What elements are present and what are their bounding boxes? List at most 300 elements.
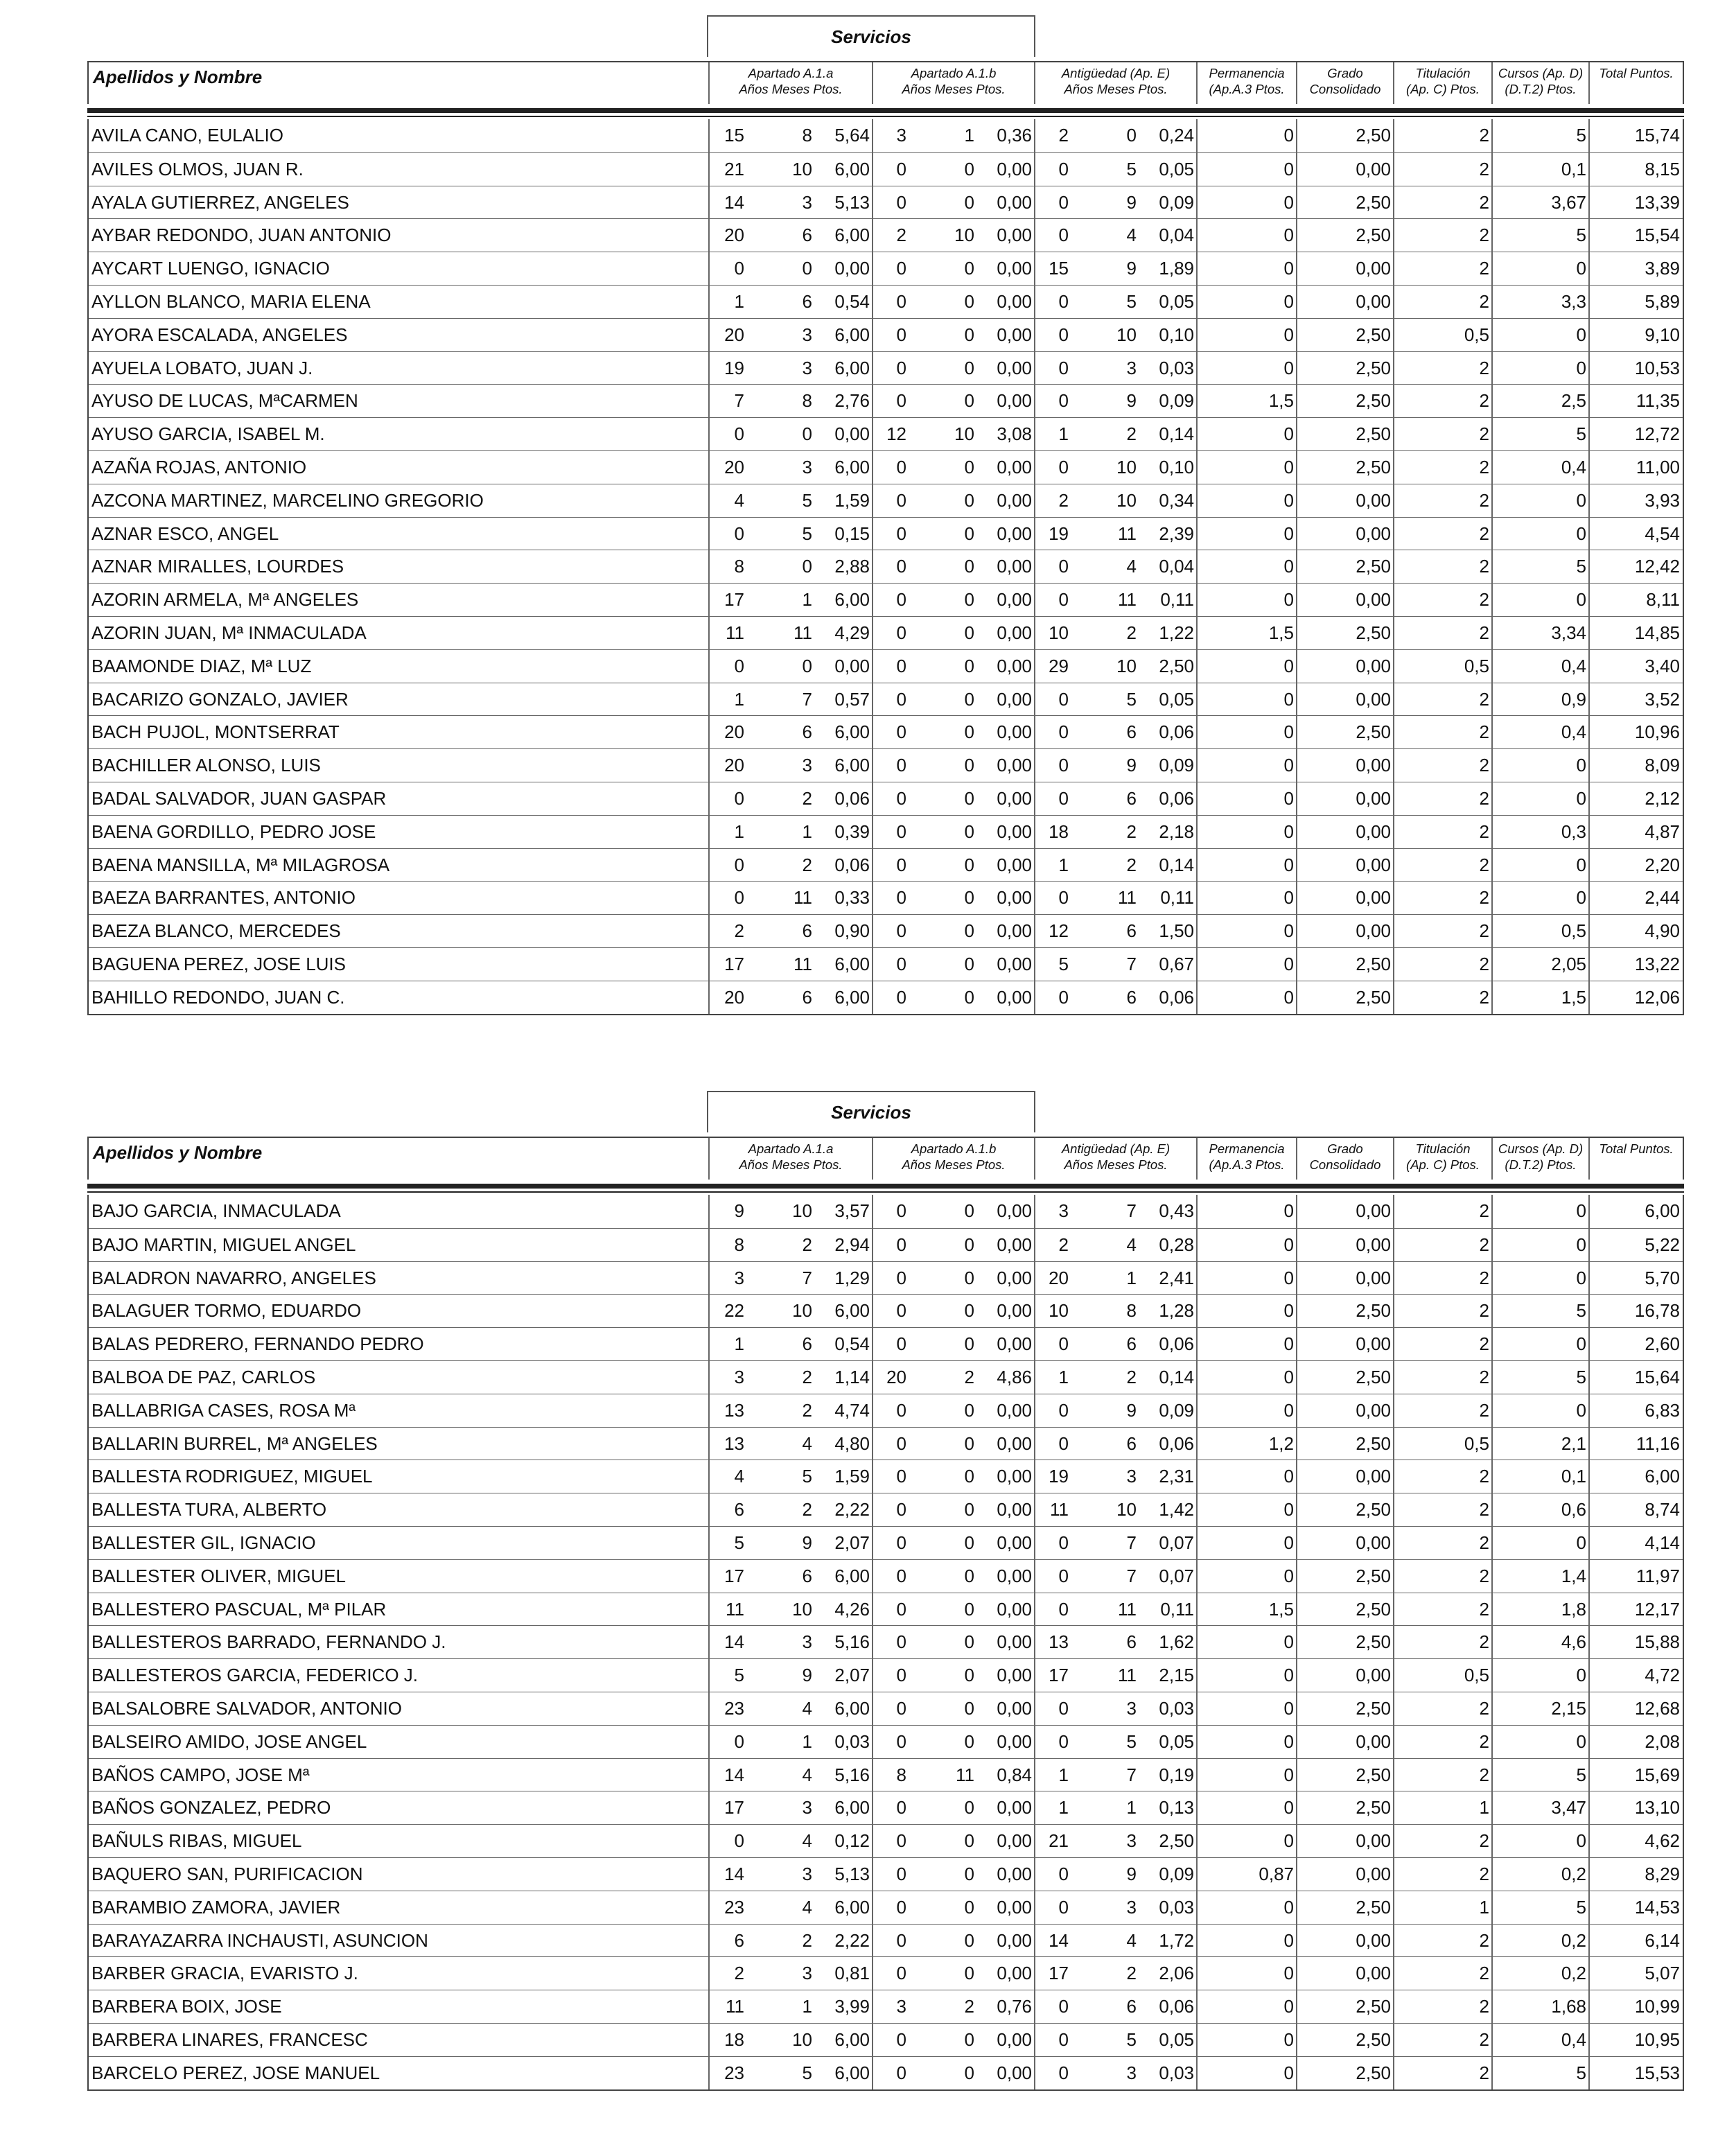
column-divider [1491,1560,1493,1593]
cell-a1a-meses: 4 [802,1764,812,1785]
cell-a1a-anos: 0 [734,854,744,875]
cell-a1a-anos: 0 [734,887,744,909]
a1b-header-line2: Años Meses Ptos. [902,82,1006,96]
column-divider [1588,484,1590,517]
column-divider [1491,1229,1493,1261]
cell-grado: 0,00 [1356,1234,1391,1255]
person-name: BAENA MANSILLA, Mª MILAGROSA [91,854,390,875]
column-divider [1491,782,1493,815]
cell-grado: 2,50 [1356,1366,1391,1387]
table-row [89,748,1683,782]
cell-total: 6,00 [1645,1466,1680,1487]
cell-a1b-ptos: 0,00 [997,1532,1032,1553]
grado-header-line2: Consolidado [1309,1157,1381,1172]
cell-antig-ptos: 1,50 [1159,920,1194,942]
cell-cursos: 0 [1576,489,1586,511]
cell-antig-ptos: 0,14 [1159,1366,1194,1387]
cell-titulacion: 2 [1479,523,1489,544]
cell-total: 12,17 [1634,1598,1680,1620]
column-divider [1588,1560,1590,1593]
cell-a1b-meses: 2 [964,1996,974,2017]
cell-a1a-anos: 0 [734,787,744,809]
cell-a1b-ptos: 0,00 [997,1234,1032,1255]
table-row [89,1195,1683,1228]
cell-a1b-meses: 0 [964,1234,974,1255]
cell-antig-anos: 0 [1058,1532,1069,1553]
cell-a1a-ptos: 0,12 [834,1830,870,1852]
cell-antig-anos: 0 [1058,1399,1069,1421]
cell-a1a-meses: 2 [802,1399,812,1421]
column-divider [1196,716,1198,748]
column-divider [1296,1692,1297,1725]
cell-a1a-meses: 6 [802,1333,812,1355]
cell-permanencia: 0 [1283,721,1294,743]
person-name: BAÑOS GONZALEZ, PEDRO [91,1797,331,1818]
cell-a1b-meses: 0 [964,920,974,942]
person-name: AYCART LUENGO, IGNACIO [91,258,330,279]
cell-grado: 0,00 [1356,1863,1391,1884]
person-name: BAEZA BLANCO, MERCEDES [91,920,341,942]
cell-a1a-ptos: 6,00 [834,2062,870,2083]
cell-a1b-ptos: 0,00 [997,854,1032,875]
cell-a1b-meses: 0 [964,1863,974,1884]
table-row [89,1990,1683,2023]
cell-titulacion: 2 [1479,1300,1489,1322]
antiguedad-header [1034,62,1196,104]
cell-grado: 2,50 [1356,423,1391,445]
column-divider [1393,1925,1394,1957]
cell-a1a-ptos: 6,00 [834,721,870,743]
cell-a1b-anos: 0 [896,191,906,213]
column-divider [1393,1527,1394,1559]
column-header-row [87,61,1684,104]
column-divider [1588,1726,1590,1758]
cell-a1b-anos: 0 [896,1665,906,1686]
cell-total: 3,40 [1645,655,1680,676]
cell-a1b-meses: 0 [964,1333,974,1355]
cell-permanencia: 0 [1283,290,1294,312]
cell-a1b-ptos: 0,00 [997,158,1032,179]
cell-a1a-ptos: 0,06 [834,854,870,875]
cell-antig-meses: 1 [1126,1267,1137,1288]
column-divider [1196,484,1198,517]
grado-header [1296,1138,1393,1180]
person-name: BALAGUER TORMO, EDUARDO [91,1300,362,1322]
column-divider [1491,1361,1493,1394]
cell-antig-anos: 29 [1049,655,1069,676]
cell-a1a-ptos: 2,07 [834,1665,870,1686]
cell-total: 13,22 [1634,953,1680,974]
column-divider [1491,153,1493,186]
cell-antig-anos: 0 [1058,1863,1069,1884]
cell-antig-anos: 20 [1049,1267,1069,1288]
cell-total: 4,72 [1645,1665,1680,1686]
column-divider [1196,119,1198,152]
cell-permanencia: 0 [1283,1234,1294,1255]
cell-a1b-meses: 0 [964,986,974,1008]
column-divider [1491,1493,1493,1526]
cell-antig-anos: 17 [1049,1665,1069,1686]
cell-a1b-ptos: 0,00 [997,622,1032,643]
person-name: BALLARIN BURREL, Mª ANGELES [91,1432,378,1454]
cell-antig-meses: 5 [1126,158,1137,179]
cell-antig-meses: 2 [1126,854,1137,875]
cell-a1a-meses: 1 [802,1996,812,2017]
cell-a1a-meses: 3 [802,1963,812,1984]
cell-antig-meses: 0 [1126,125,1137,146]
cell-a1b-meses: 0 [964,622,974,643]
cell-a1b-anos: 0 [896,821,906,842]
cell-grado: 0,00 [1356,1399,1391,1421]
cell-antig-meses: 10 [1116,456,1137,477]
column-divider [1588,1262,1590,1295]
cell-a1a-meses: 1 [802,589,812,611]
cell-antig-meses: 3 [1126,1896,1137,1918]
column-divider [1491,418,1493,450]
cell-grado: 0,00 [1356,1730,1391,1752]
cell-a1b-anos: 0 [896,290,906,312]
cell-antig-meses: 11 [1118,523,1137,544]
column-divider [1393,1195,1394,1228]
cell-a1b-meses: 0 [964,589,974,611]
total-header-line1: Total Puntos. [1599,66,1674,80]
column-divider [1196,782,1198,815]
cell-permanencia: 0 [1283,1366,1294,1387]
cell-permanencia: 0 [1283,1697,1294,1719]
cell-antig-ptos: 0,06 [1159,1333,1194,1355]
cell-a1a-ptos: 2,22 [834,1499,870,1520]
column-divider [1196,319,1198,351]
cell-a1b-meses: 10 [954,225,974,246]
cell-antig-meses: 9 [1126,390,1137,412]
column-divider [1196,1262,1198,1295]
column-divider [1491,1460,1493,1493]
person-name: BAAMONDE DIAZ, Mª LUZ [91,655,312,676]
header-rule-thin [87,1191,1684,1193]
table-row [89,218,1683,252]
column-divider [1296,1262,1297,1295]
cell-a1a-meses: 10 [792,1598,812,1620]
column-divider [1296,584,1297,616]
cell-antig-meses: 11 [1118,589,1137,611]
cell-cursos: 0,2 [1561,1963,1586,1984]
cell-a1b-ptos: 0,00 [997,986,1032,1008]
cell-cursos: 2,5 [1561,390,1586,412]
cell-permanencia: 0 [1283,1963,1294,1984]
cell-permanencia: 0 [1283,324,1294,345]
column-divider [1393,2057,1394,2089]
cell-a1a-meses: 10 [792,158,812,179]
cell-titulacion: 2 [1479,2028,1489,2050]
cell-a1a-anos: 20 [724,755,744,776]
cell-a1b-ptos: 0,00 [997,1200,1032,1221]
cell-total: 12,72 [1634,423,1680,445]
column-divider [1588,948,1590,981]
cell-permanencia: 1,5 [1268,1598,1294,1620]
cell-a1b-anos: 0 [896,1565,906,1586]
column-divider [1196,915,1198,947]
column-divider [1296,550,1297,583]
a1a-header [708,1138,872,1180]
cell-total: 3,52 [1645,688,1680,710]
column-divider [1196,518,1198,550]
table-row [89,1625,1683,1658]
cell-a1b-meses: 0 [964,688,974,710]
column-divider [1296,352,1297,385]
cell-antig-ptos: 2,15 [1159,1665,1194,1686]
cell-antig-ptos: 0,14 [1159,423,1194,445]
column-divider [1296,749,1297,782]
cell-a1b-meses: 0 [964,1598,974,1620]
cell-antig-meses: 3 [1126,357,1137,378]
cell-a1b-anos: 0 [896,655,906,676]
column-divider [1393,650,1394,683]
table-row [89,285,1683,318]
cell-permanencia: 0 [1283,1399,1294,1421]
cell-a1a-meses: 6 [802,290,812,312]
cell-antig-ptos: 0,05 [1159,1730,1194,1752]
column-divider [1588,252,1590,285]
cell-titulacion: 2 [1479,854,1489,875]
cell-a1b-ptos: 0,00 [997,1830,1032,1852]
cell-a1a-meses: 3 [802,1797,812,1818]
cell-total: 2,20 [1645,854,1680,875]
cell-antig-anos: 0 [1058,1565,1069,1586]
column-divider [1196,352,1198,385]
cell-a1a-ptos: 6,00 [834,1896,870,1918]
cell-a1a-ptos: 0,54 [834,1333,870,1355]
cell-a1b-ptos: 0,00 [997,1598,1032,1620]
cell-a1b-anos: 0 [896,489,906,511]
cell-total: 11,35 [1636,390,1680,412]
table-row [89,484,1683,517]
cell-cursos: 4,6 [1561,1631,1586,1653]
table-row [89,1228,1683,1261]
cell-titulacion: 2 [1479,1730,1489,1752]
cell-cursos: 3,67 [1551,191,1586,213]
column-divider [1588,1361,1590,1394]
cell-total: 11,16 [1636,1432,1680,1454]
column-divider [1491,1825,1493,1857]
cell-permanencia: 0 [1283,589,1294,611]
column-divider [1393,1493,1394,1526]
cell-grado: 0,00 [1356,755,1391,776]
cell-antig-meses: 7 [1126,1200,1137,1221]
cell-a1a-meses: 6 [802,721,812,743]
cell-a1a-ptos: 6,00 [834,225,870,246]
column-divider [1296,2024,1297,2056]
column-divider [1588,683,1590,716]
column-divider [1296,119,1297,152]
cell-titulacion: 2 [1479,1963,1489,1984]
cell-antig-anos: 19 [1049,523,1069,544]
cell-grado: 0,00 [1356,688,1391,710]
cell-permanencia: 0 [1283,920,1294,942]
cell-titulacion: 2 [1479,589,1489,611]
column-divider [1588,319,1590,351]
cell-cursos: 2,05 [1551,953,1586,974]
cursos-header [1491,62,1588,104]
cell-antig-meses: 9 [1126,258,1137,279]
cell-grado: 0,00 [1356,1830,1391,1852]
cell-a1a-ptos: 3,57 [834,1200,870,1221]
column-divider [1588,119,1590,152]
cell-a1a-ptos: 2,94 [834,1234,870,1255]
cell-a1b-anos: 0 [896,1797,906,1818]
cell-a1a-ptos: 4,80 [834,1432,870,1454]
cell-cursos: 0 [1576,324,1586,345]
cell-a1b-anos: 0 [896,986,906,1008]
cell-a1a-ptos: 4,29 [834,622,870,643]
cell-titulacion: 2 [1479,258,1489,279]
person-name: BARBER GRACIA, EVARISTO J. [91,1963,358,1984]
cell-a1b-meses: 0 [964,1399,974,1421]
cell-grado: 2,50 [1356,1499,1391,1520]
cell-antig-anos: 0 [1058,688,1069,710]
cell-antig-ptos: 2,50 [1159,1830,1194,1852]
cell-a1a-ptos: 4,26 [834,1598,870,1620]
cell-a1a-anos: 0 [734,655,744,676]
column-divider [1588,1593,1590,1626]
column-divider [1491,1957,1493,1990]
cell-total: 11,00 [1636,456,1680,477]
cell-a1a-anos: 1 [734,821,744,842]
cell-antig-anos: 0 [1058,887,1069,909]
column-divider [1588,1990,1590,2023]
cell-a1b-anos: 0 [896,324,906,345]
cell-a1b-ptos: 0,00 [997,1267,1032,1288]
cell-a1a-anos: 23 [724,2062,744,2083]
column-divider [1196,1460,1198,1493]
cell-a1a-ptos: 6,00 [834,755,870,776]
column-divider [1393,981,1394,1014]
table-row [89,252,1683,285]
a1a-header-line2: Años Meses Ptos. [739,1157,843,1172]
column-divider [1196,1925,1198,1957]
cell-a1b-meses: 0 [964,655,974,676]
cell-a1b-meses: 0 [964,556,974,577]
table-row [89,450,1683,484]
cell-a1b-anos: 0 [896,920,906,942]
cell-cursos: 0,4 [1561,721,1586,743]
column-divider [1588,1527,1590,1559]
column-divider [1196,1990,1198,2023]
cell-titulacion: 0,5 [1464,1432,1489,1454]
cell-a1a-anos: 0 [734,1730,744,1752]
cell-titulacion: 2 [1479,986,1489,1008]
cell-a1b-anos: 12 [886,423,906,445]
cell-total: 14,85 [1634,622,1680,643]
column-divider [1296,1527,1297,1559]
cell-permanencia: 0 [1283,1797,1294,1818]
cell-antig-meses: 3 [1126,1466,1137,1487]
cell-total: 15,53 [1634,2062,1680,2083]
cell-a1a-ptos: 6,00 [834,986,870,1008]
cell-antig-anos: 2 [1058,1234,1069,1255]
cell-total: 16,78 [1634,1300,1680,1322]
cell-antig-meses: 2 [1126,821,1137,842]
cell-cursos: 0 [1576,1730,1586,1752]
person-name: BARCELO PEREZ, JOSE MANUEL [91,2062,380,2083]
column-divider [1491,749,1493,782]
cell-a1a-anos: 3 [734,1366,744,1387]
total-header [1588,62,1683,104]
cell-cursos: 0 [1576,357,1586,378]
cell-titulacion: 2 [1479,390,1489,412]
person-name: BALAS PEDRERO, FERNANDO PEDRO [91,1333,424,1355]
cell-titulacion: 2 [1479,1830,1489,1852]
cell-cursos: 3,3 [1561,290,1586,312]
cell-a1b-ptos: 0,00 [997,1963,1032,1984]
cell-a1b-ptos: 0,00 [997,225,1032,246]
cell-antig-meses: 11 [1118,887,1137,909]
cell-grado: 2,50 [1356,1996,1391,2017]
cell-grado: 2,50 [1356,1432,1391,1454]
cell-grado: 0,00 [1356,854,1391,875]
cell-titulacion: 2 [1479,1929,1489,1951]
cell-total: 13,10 [1634,1797,1680,1818]
cell-grado: 0,00 [1356,523,1391,544]
cell-a1b-anos: 0 [896,158,906,179]
cell-antig-ptos: 0,05 [1159,2028,1194,2050]
cell-permanencia: 0 [1283,1665,1294,1686]
cell-antig-meses: 9 [1126,1399,1137,1421]
cell-a1b-meses: 0 [964,1963,974,1984]
cell-titulacion: 2 [1479,423,1489,445]
cell-antig-anos: 0 [1058,456,1069,477]
cell-cursos: 0 [1576,589,1586,611]
permanencia-header [1196,1138,1296,1180]
table-row [89,1261,1683,1295]
column-divider [1393,119,1394,152]
cell-antig-ptos: 0,06 [1159,986,1194,1008]
column-divider [1296,1428,1297,1460]
cell-a1a-meses: 11 [794,953,812,974]
cell-permanencia: 0 [1283,688,1294,710]
cell-cursos: 0 [1576,1665,1586,1686]
cell-permanencia: 0 [1283,854,1294,875]
column-divider [1491,1195,1493,1228]
cell-a1b-anos: 0 [896,1929,906,1951]
cell-antig-anos: 12 [1049,920,1069,942]
column-divider [1588,352,1590,385]
table-row [89,1427,1683,1460]
column-divider [1588,153,1590,186]
cell-a1b-ptos: 0,00 [997,1665,1032,1686]
table-row [89,981,1683,1014]
cell-a1a-anos: 8 [734,1234,744,1255]
cell-titulacion: 2 [1479,920,1489,942]
table-row [89,186,1683,219]
cell-cursos: 3,34 [1551,622,1586,643]
cell-titulacion: 2 [1479,1631,1489,1653]
cell-a1a-meses: 11 [794,887,812,909]
person-name: AYALA GUTIERREZ, ANGELES [91,191,349,213]
cell-antig-ptos: 2,41 [1159,1267,1194,1288]
cell-permanencia: 0 [1283,158,1294,179]
cell-cursos: 0 [1576,1234,1586,1255]
cell-a1b-ptos: 0,00 [997,556,1032,577]
table-row [89,1658,1683,1692]
cell-cursos: 0,2 [1561,1929,1586,1951]
cell-titulacion: 2 [1479,225,1489,246]
cell-titulacion: 2 [1479,357,1489,378]
cell-a1b-meses: 0 [964,1665,974,1686]
column-divider [1196,1759,1198,1791]
column-divider [1491,617,1493,649]
column-divider [1588,219,1590,252]
column-divider [1196,1659,1198,1692]
